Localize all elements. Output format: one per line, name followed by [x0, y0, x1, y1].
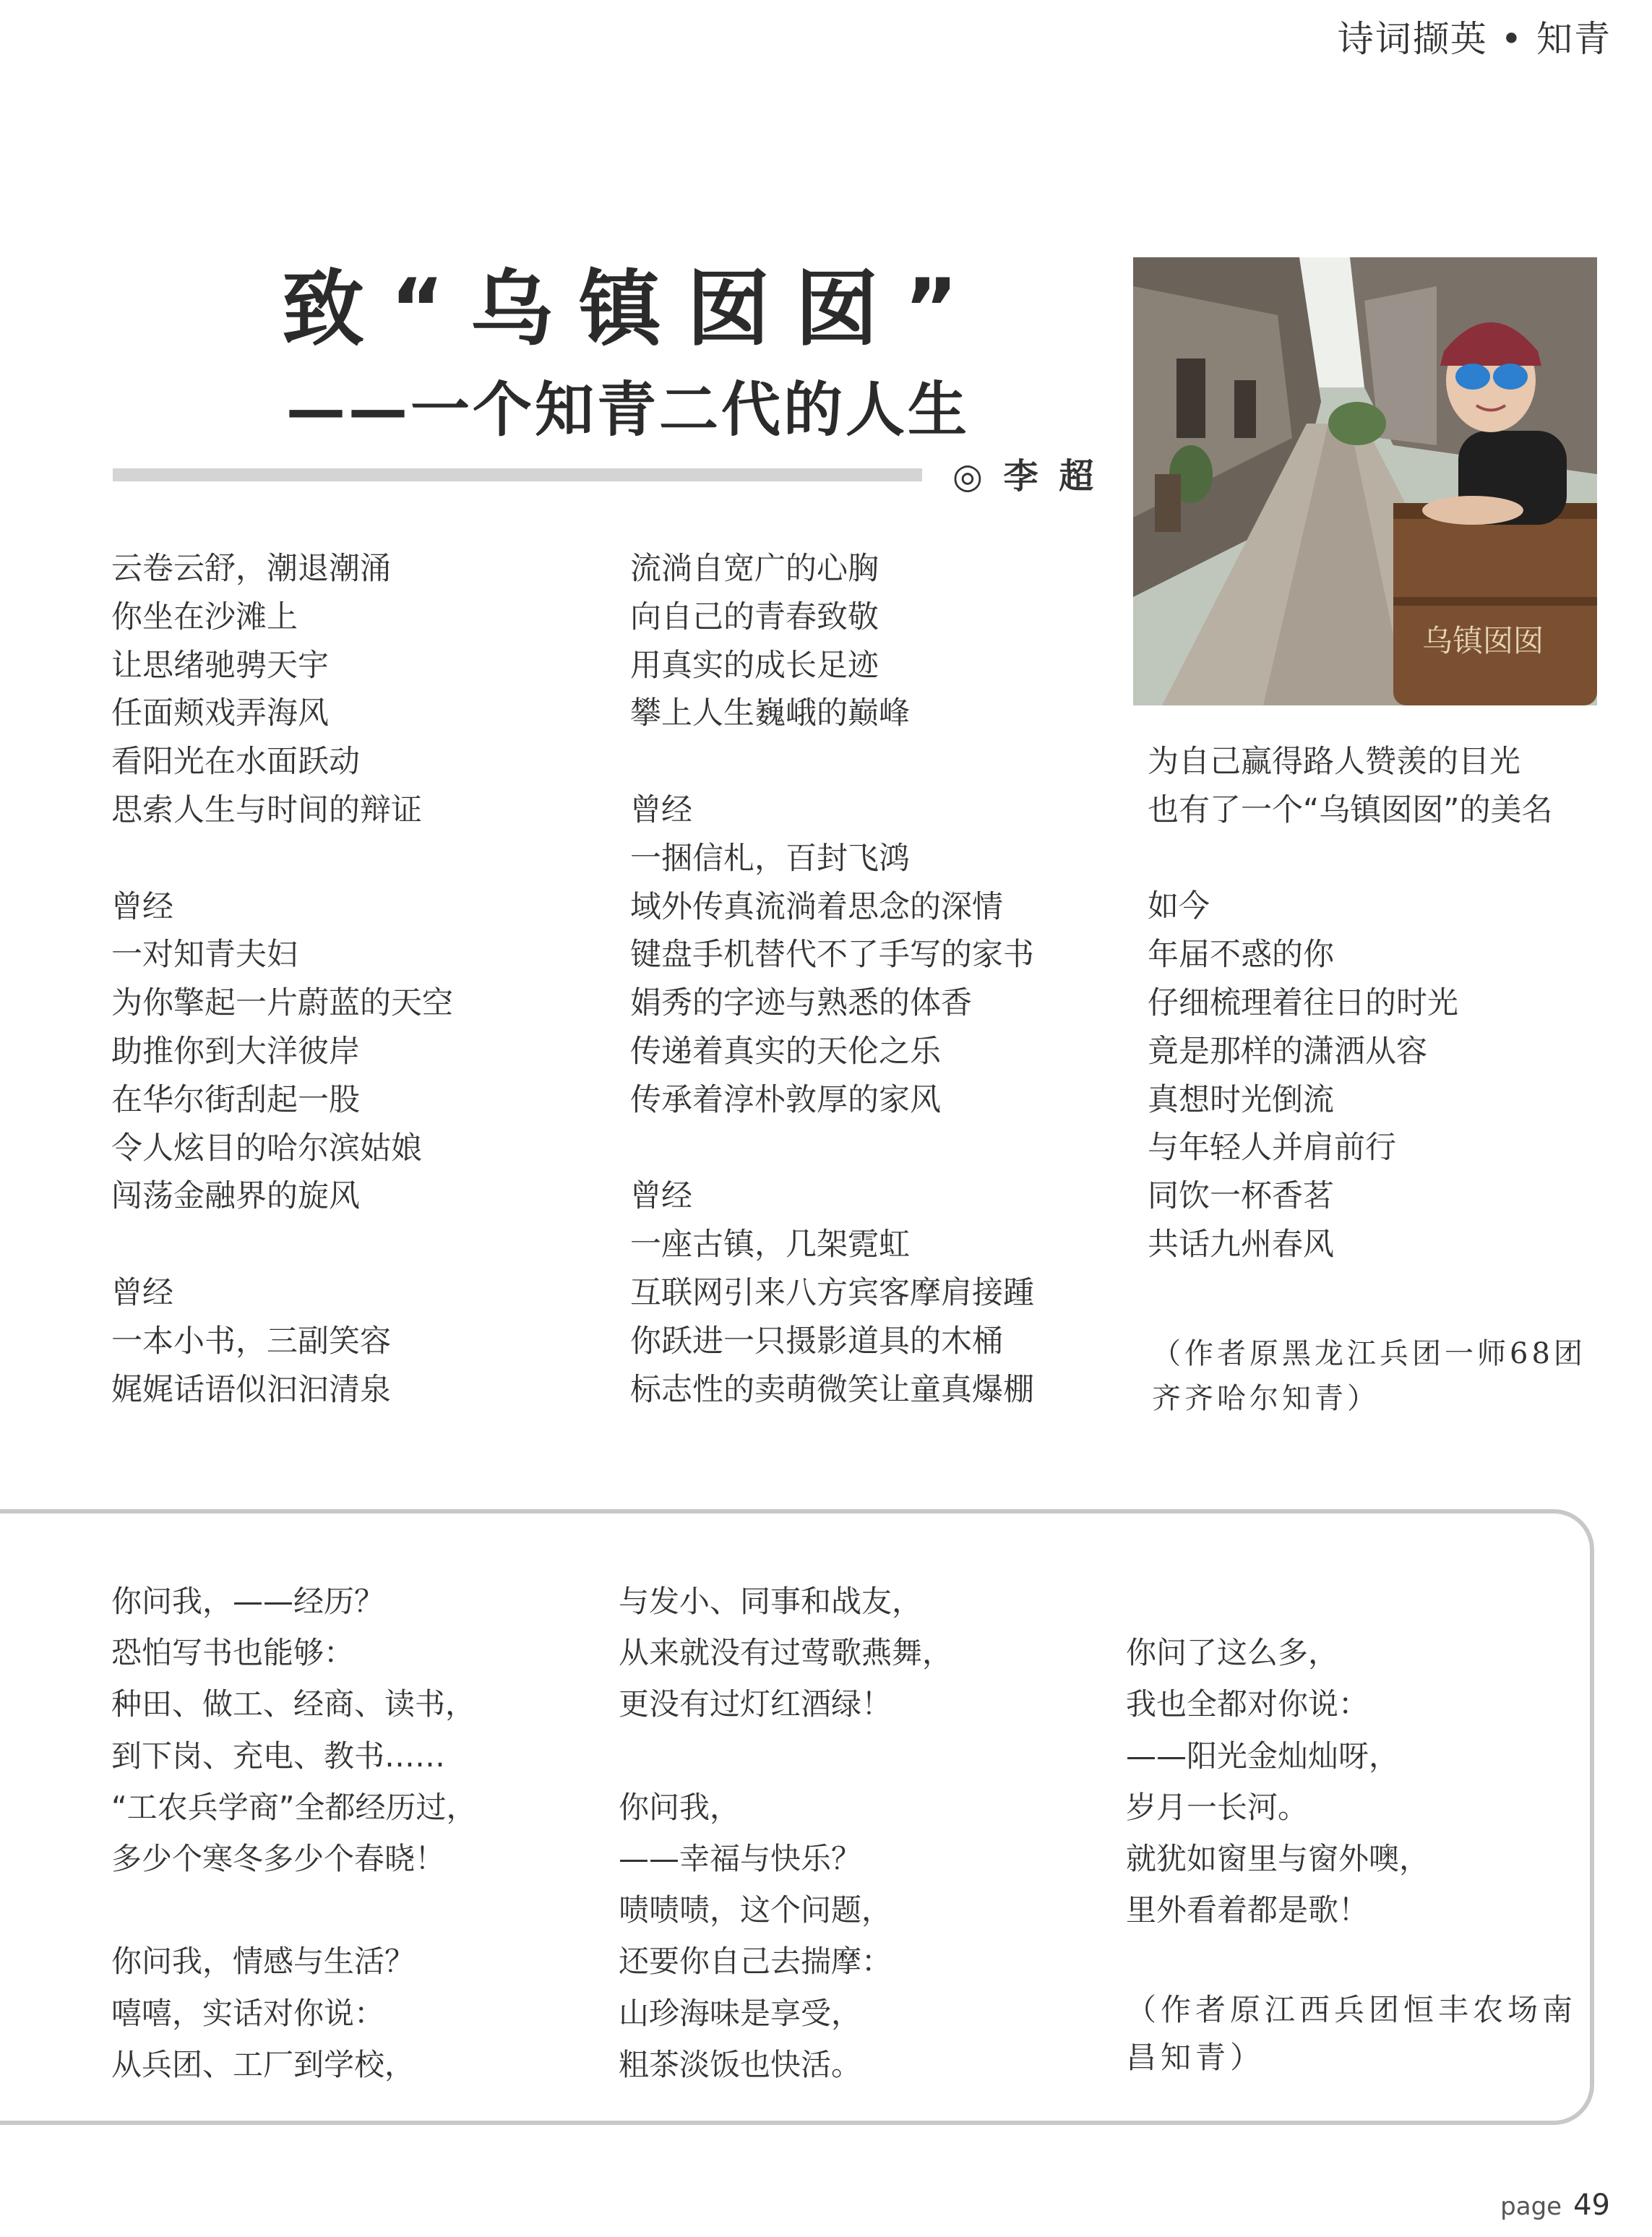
- poem-line: 闯荡金融界的旋风: [111, 1178, 360, 1215]
- poem-line: 互联网引来八方宾客摩肩接踵: [630, 1274, 1034, 1311]
- poem-line: 从来就没有过莺歌燕舞，: [619, 1635, 953, 1671]
- poem-line: 你坐在沙滩上: [111, 598, 298, 635]
- poem-line: 曾经: [630, 791, 692, 828]
- stanza-break: [111, 835, 453, 883]
- poem-line: 曾经: [630, 1178, 692, 1215]
- poem-line: 也有了一个“乌镇囡囡”的美名: [1148, 791, 1553, 828]
- poem-line: 用真实的成长足迹: [630, 647, 879, 684]
- stanza-break: [111, 1884, 477, 1936]
- poem-line: 娓娓话语似汩汩清泉: [111, 1371, 391, 1408]
- poem-line: 嘻嘻，实话对你说：: [111, 1995, 385, 2031]
- poem-line: 一座古镇，几架霓虹: [630, 1227, 910, 1263]
- poem-line: 让思绪驰骋天宇: [111, 647, 329, 684]
- poem-line: 与年轻人并肩前行: [1148, 1130, 1396, 1167]
- poem-line: 如今: [1148, 888, 1210, 925]
- poem1-author-note: （作者原黑龙江兵团一师68团 齐齐哈尔知青）: [1152, 1337, 1586, 1415]
- poem-line: 你问我，: [619, 1789, 741, 1825]
- poem-line: 传承着淳朴敦厚的家风: [630, 1081, 941, 1118]
- stanza-break: [630, 738, 1034, 786]
- poem-line: 到下岗、充电、教书……: [111, 1738, 446, 1774]
- poem-line: 里外看着都是歌！: [1126, 1892, 1369, 1928]
- stanza-break: [630, 1125, 1034, 1173]
- poem-line: 流淌自宽广的心胸: [630, 551, 879, 587]
- poem-line: 一对知青夫妇: [111, 937, 298, 974]
- poem-line: 传递着真实的天伦之乐: [630, 1033, 941, 1070]
- poem-line: 多少个寒冬多少个春晓！: [111, 1840, 446, 1876]
- poem-line: 你问了这么多，: [1126, 1635, 1339, 1671]
- poem-line: 粗茶淡饭也快活。: [619, 2046, 862, 2082]
- poem-line: 曾经: [111, 888, 173, 925]
- poem-line: 竟是那样的潇洒从容: [1148, 1033, 1427, 1070]
- poem-line: ——幸福与快乐？: [619, 1840, 862, 1876]
- poem1-column-3: [1148, 738, 1553, 1269]
- page-number: [1500, 2189, 1610, 2222]
- stanza-break: [1148, 835, 1553, 883]
- poem-line: 一捆信札，百封飞鸿: [630, 840, 910, 877]
- poem-line: 键盘手机替代不了手写的家书: [630, 937, 1034, 974]
- title-divider: [113, 468, 922, 481]
- barrel-sign-text: 乌镇囡囡: [1422, 625, 1544, 658]
- poem-line: 更没有过灯红酒绿！: [619, 1686, 892, 1722]
- poem-line: 域外传真流淌着思念的深情: [630, 888, 1003, 925]
- poem2-author-note: （作者原江西兵团恒丰农场南 昌知青）: [1126, 1992, 1578, 2075]
- poem-line: 真想时光倒流: [1148, 1081, 1334, 1118]
- section-label: 诗词撷英 • 知青: [1337, 18, 1612, 60]
- page-digits: 49: [1573, 2189, 1610, 2222]
- poem-line: 在华尔街刮起一股: [111, 1081, 360, 1118]
- poem-line: 令人炫目的哈尔滨姑娘: [111, 1130, 422, 1167]
- poem1-column-2: [630, 545, 1034, 1414]
- poem-line: 为自己赢得路人赞羡的目光: [1148, 744, 1520, 780]
- poem-line: 种田、做工、经商、读书，: [111, 1686, 476, 1722]
- page-label: page: [1500, 2192, 1562, 2221]
- poem-photo: [1133, 257, 1597, 705]
- poem-line: 看阳光在水面跃动: [111, 744, 360, 781]
- poem-line: 任面颊戏弄海风: [111, 695, 329, 732]
- poem-line: 为你擎起一片蔚蓝的天空: [111, 985, 453, 1022]
- stanza-break: [619, 1730, 952, 1782]
- poem-line: 思索人生与时间的辩证: [111, 791, 422, 828]
- poem-line: 向自己的青春致敬: [630, 598, 879, 635]
- poem-line: 云卷云舒，潮退潮涌: [111, 551, 391, 587]
- poem-subtitle: ——一个知青二代的人生: [286, 376, 971, 445]
- poem-line: 娟秀的字迹与熟悉的体香: [630, 985, 972, 1022]
- poem-line: 就犹如窗里与窗外噢，: [1126, 1840, 1430, 1876]
- poem-line: 啧啧啧，这个问题，: [619, 1892, 892, 1928]
- poem-line: 你问我，——经历？: [111, 1584, 385, 1619]
- poem-line: 年届不惑的你: [1148, 937, 1334, 974]
- poem-line: 攀上人生巍峨的巅峰: [630, 695, 910, 732]
- stanza-break: [111, 1221, 453, 1269]
- poem-line: “工农兵学商”全都经历过，: [111, 1789, 477, 1825]
- poem-line: 一本小书，三副笑容: [111, 1323, 391, 1360]
- poem1-column-1: [111, 545, 453, 1414]
- poem2-column-1: [111, 1576, 477, 2090]
- poem-line: ——阳光金灿灿呀，: [1126, 1738, 1400, 1774]
- poem-line: 你跃进一只摄影道具的木桶: [630, 1323, 1003, 1360]
- poem-line: 岁月一长河。: [1126, 1789, 1309, 1825]
- poem-line: 我也全都对你说：: [1126, 1686, 1369, 1722]
- poem2-column-2: [619, 1576, 952, 2090]
- poem2-column-3: [1126, 1576, 1429, 1936]
- poem-line: 曾经: [111, 1274, 173, 1311]
- poem-line: 仔细梳理着往日的时光: [1148, 984, 1458, 1021]
- poem-line: 恐怕写书也能够：: [111, 1635, 355, 1671]
- poem-line: 同饮一杯香茗: [1148, 1178, 1334, 1215]
- poem-line: 共话九州春风: [1148, 1226, 1334, 1263]
- poem-line: 山珍海味是享受，: [619, 1995, 862, 2031]
- poem-line: 助推你到大洋彼岸: [111, 1033, 360, 1070]
- poem-line: 你问我，情感与生活？: [111, 1944, 416, 1980]
- poem-line: 从兵团、工厂到学校，: [111, 2046, 416, 2082]
- author-byline: ◎ 李 超: [952, 456, 1098, 497]
- poem-title: 致“乌镇囡囡”: [282, 261, 984, 357]
- poem-line: 还要你自己去揣摩：: [619, 1944, 892, 1980]
- poem-line: 标志性的卖萌微笑让童真爆棚: [630, 1371, 1034, 1408]
- stanza-break: [1126, 1576, 1429, 1627]
- poem-line: 与发小、同事和战友，: [619, 1584, 923, 1619]
